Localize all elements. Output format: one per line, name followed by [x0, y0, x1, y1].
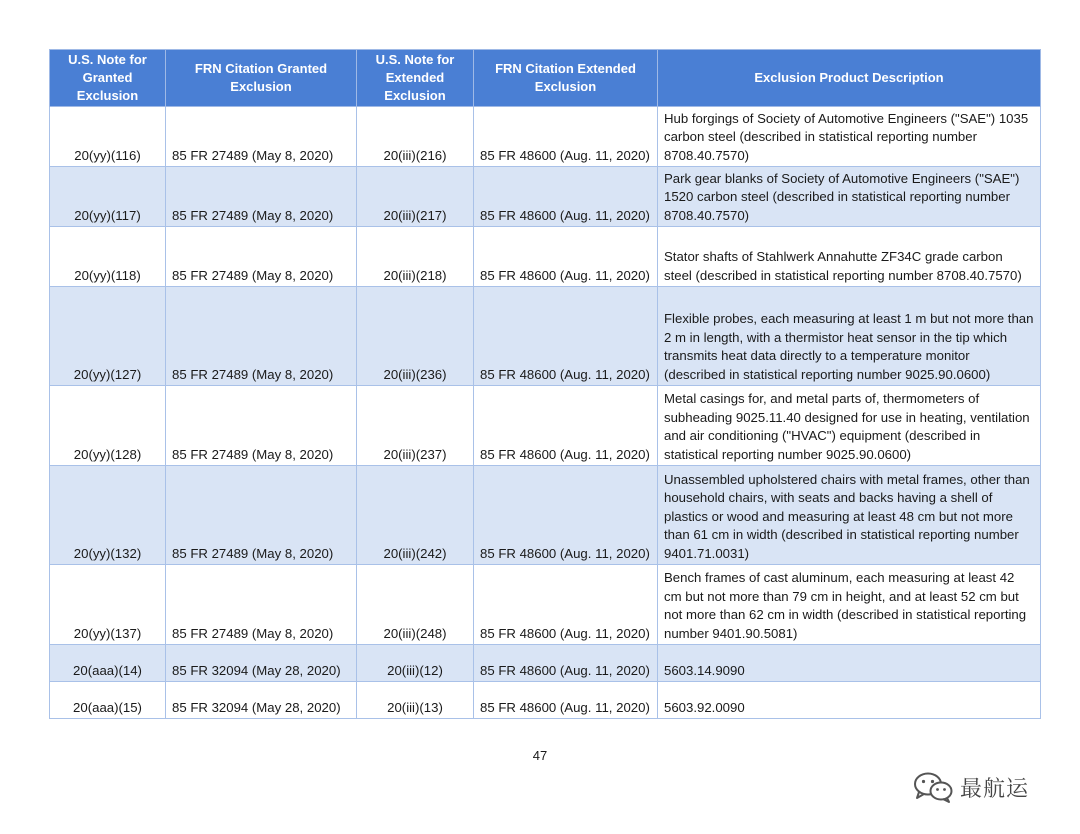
cell-frn-extended: 85 FR 48600 (Aug. 11, 2020)	[474, 466, 658, 565]
page-number: 47	[532, 748, 548, 763]
cell-frn-extended: 85 FR 48600 (Aug. 11, 2020)	[474, 565, 658, 645]
exclusion-table	[49, 49, 1041, 719]
header-frn-extended: FRN Citation Extended Exclusion	[474, 50, 658, 107]
table-row	[50, 386, 1041, 466]
table-header	[50, 50, 1041, 107]
cell-frn-granted: 85 FR 27489 (May 8, 2020)	[166, 565, 357, 645]
header-row	[50, 50, 1041, 107]
cell-frn-granted: 85 FR 27489 (May 8, 2020)	[166, 287, 357, 386]
table-row	[50, 565, 1041, 645]
cell-frn-extended: 85 FR 48600 (Aug. 11, 2020)	[474, 107, 658, 167]
table-row	[50, 682, 1041, 719]
table-row	[50, 287, 1041, 386]
cell-note-granted: 20(yy)(127)	[50, 287, 166, 386]
cell-description: Unassembled upholstered chairs with metal frames, other than household chairs, with seats and backs having a shell of plastics or wood and measuring at least 48 cm but not more than 61 cm in width (described in statistical reporting number 9401.71.0031)	[658, 466, 1041, 565]
cell-frn-granted: 85 FR 27489 (May 8, 2020)	[166, 466, 357, 565]
cell-frn-granted: 85 FR 32094 (May 28, 2020)	[166, 645, 357, 682]
cell-frn-extended: 85 FR 48600 (Aug. 11, 2020)	[474, 167, 658, 227]
watermark	[912, 767, 1029, 807]
cell-note-granted: 20(yy)(118)	[50, 227, 166, 287]
cell-frn-granted: 85 FR 27489 (May 8, 2020)	[166, 386, 357, 466]
cell-description: Park gear blanks of Society of Automotive Engineers ("SAE") 1520 carbon steel (described in statistical reporting number 8708.40.7570)	[658, 167, 1041, 227]
cell-frn-granted: 85 FR 32094 (May 28, 2020)	[166, 682, 357, 719]
cell-note-extended: 20(iii)(236)	[357, 287, 474, 386]
table-row	[50, 466, 1041, 565]
cell-note-extended: 20(iii)(216)	[357, 107, 474, 167]
wechat-icon	[912, 770, 954, 804]
cell-note-granted: 20(aaa)(15)	[50, 682, 166, 719]
cell-description: Hub forgings of Society of Automotive Engineers ("SAE") 1035 carbon steel (described in statistical reporting number 8708.40.7570)	[658, 107, 1041, 167]
cell-frn-extended: 85 FR 48600 (Aug. 11, 2020)	[474, 386, 658, 466]
cell-note-extended: 20(iii)(12)	[357, 645, 474, 682]
table-row	[50, 107, 1041, 167]
header-description: Exclusion Product Description	[658, 50, 1041, 107]
header-frn-granted: FRN Citation Granted Exclusion	[166, 50, 357, 107]
table-row	[50, 645, 1041, 682]
cell-note-granted: 20(yy)(128)	[50, 386, 166, 466]
table-row	[50, 227, 1041, 287]
table-body	[50, 107, 1041, 719]
cell-description: Metal casings for, and metal parts of, thermometers of subheading 9025.11.40 designed for use in heating, ventilation and air conditioning ("HVAC") equipment (described in statistical reporting number 9025.90.0600)	[658, 386, 1041, 466]
cell-description: 5603.92.0090	[658, 682, 1041, 719]
watermark-text: 最航运	[960, 776, 1030, 802]
cell-note-extended: 20(iii)(242)	[357, 466, 474, 565]
cell-frn-granted: 85 FR 27489 (May 8, 2020)	[166, 167, 357, 227]
cell-frn-extended: 85 FR 48600 (Aug. 11, 2020)	[474, 227, 658, 287]
cell-note-extended: 20(iii)(248)	[357, 565, 474, 645]
table-row	[50, 167, 1041, 227]
cell-note-granted: 20(yy)(117)	[50, 167, 166, 227]
cell-frn-extended: 85 FR 48600 (Aug. 11, 2020)	[474, 682, 658, 719]
cell-frn-granted: 85 FR 27489 (May 8, 2020)	[166, 107, 357, 167]
cell-note-granted: 20(yy)(116)	[50, 107, 166, 167]
cell-description: Bench frames of cast aluminum, each measuring at least 42 cm but not more than 79 cm in height, and at least 52 cm but not more than 62 cm in width (described in statistical reporting number 9401.90.5081)	[658, 565, 1041, 645]
cell-description: Stator shafts of Stahlwerk Annahutte ZF34C grade carbon steel (described in statistical reporting number 8708.40.7570)	[658, 227, 1041, 287]
cell-frn-extended: 85 FR 48600 (Aug. 11, 2020)	[474, 645, 658, 682]
cell-note-extended: 20(iii)(218)	[357, 227, 474, 287]
cell-note-extended: 20(iii)(13)	[357, 682, 474, 719]
cell-note-granted: 20(aaa)(14)	[50, 645, 166, 682]
cell-note-granted: 20(yy)(137)	[50, 565, 166, 645]
cell-description: Flexible probes, each measuring at least 1 m but not more than 2 m in length, with a thermistor heat sensor in the tip which transmits heat data directly to a temperature monitor (described in statistical reporting number 9025.90.0600)	[658, 287, 1041, 386]
cell-frn-granted: 85 FR 27489 (May 8, 2020)	[166, 227, 357, 287]
header-us-note-extended: U.S. Note for Extended Exclusion	[357, 50, 474, 107]
cell-frn-extended: 85 FR 48600 (Aug. 11, 2020)	[474, 287, 658, 386]
cell-note-extended: 20(iii)(237)	[357, 386, 474, 466]
header-us-note-granted: U.S. Note for Granted Exclusion	[50, 50, 166, 107]
cell-note-granted: 20(yy)(132)	[50, 466, 166, 565]
cell-description: 5603.14.9090	[658, 645, 1041, 682]
cell-note-extended: 20(iii)(217)	[357, 167, 474, 227]
